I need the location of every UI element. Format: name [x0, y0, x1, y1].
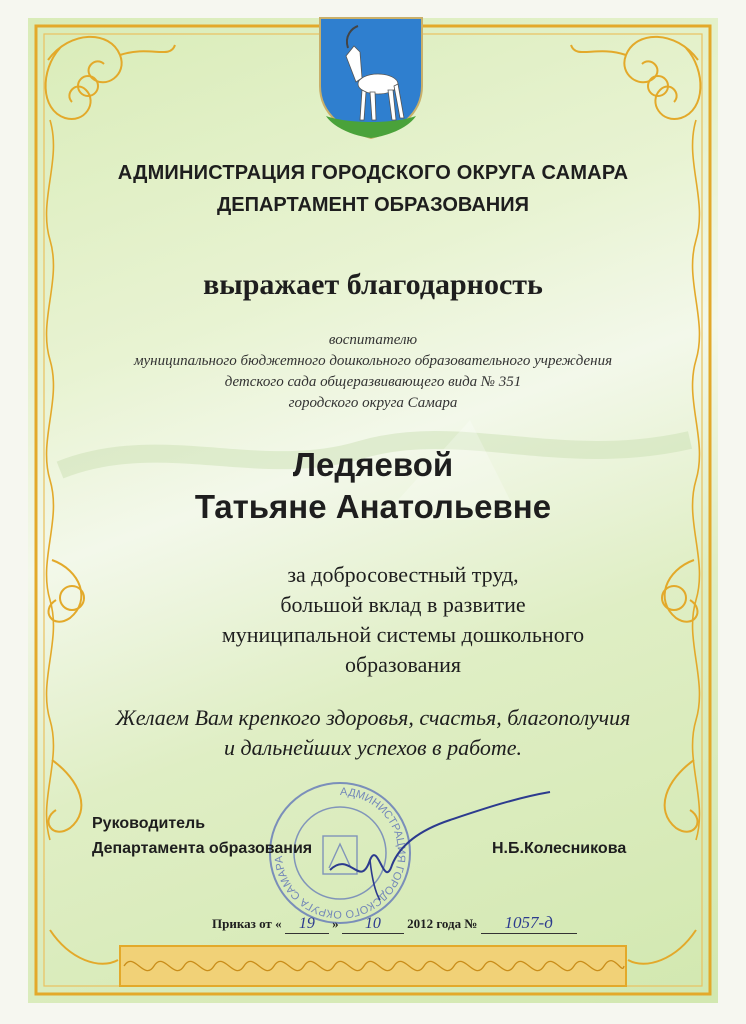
samara-coat-of-arms: [320, 18, 422, 138]
order-line: [212, 913, 577, 935]
order-number: 1057-д: [481, 913, 577, 934]
reason-line: образования: [344, 652, 462, 677]
top-left-corner-ornament: [46, 37, 175, 119]
reason-line: муниципальной системы дошкольного: [221, 622, 585, 647]
organization-title: АДМИНИСТРАЦИЯ ГОРОДСКОГО ОКРУГА САМАРА: [117, 162, 629, 184]
recipient-role-line: городского округа Самара: [288, 395, 458, 411]
signatory-name: Н.Б.Колесникова: [492, 840, 627, 857]
recipient-role-line: воспитателю: [328, 332, 418, 348]
signatory-title-line2: Департамента образования: [92, 840, 313, 857]
order-day-close: »: [332, 916, 339, 931]
bottom-ornament-band: [50, 930, 696, 986]
recipient-given-names: Татьяне Анатольевне: [194, 488, 552, 525]
recipient-role-line: детского сада общеразвивающего вида № 351: [224, 374, 522, 390]
order-day: 19: [285, 915, 329, 934]
department-title: ДЕПАРТАМЕНТ ОБРАЗОВАНИЯ: [217, 194, 529, 216]
gratitude-heading: выражает благодарность: [203, 268, 543, 301]
reason-line: большой вклад в развитие: [280, 592, 526, 617]
reason-line: за добросовестный труд,: [287, 562, 519, 587]
wishes-line: Желаем Вам крепкого здоровья, счастья, благополучия: [115, 705, 631, 730]
order-prefix: Приказ от «: [212, 916, 282, 931]
signatory-title-line1: Руководитель: [92, 815, 206, 832]
order-year: 2012 года №: [407, 916, 478, 931]
stamp-text: АДМИНИСТРАЦИЯ ГОРОДСКОГО ОКРУГА САМАРА: [272, 785, 408, 921]
top-right-corner-ornament: [571, 37, 700, 119]
wishes-line: и дальнейших успехов в работе.: [223, 735, 523, 760]
order-month: 10: [342, 915, 404, 934]
recipient-role-line: муниципального бюджетного дошкольного образовательного учреждения: [133, 353, 613, 369]
recipient-surname: Ледяевой: [292, 446, 454, 483]
